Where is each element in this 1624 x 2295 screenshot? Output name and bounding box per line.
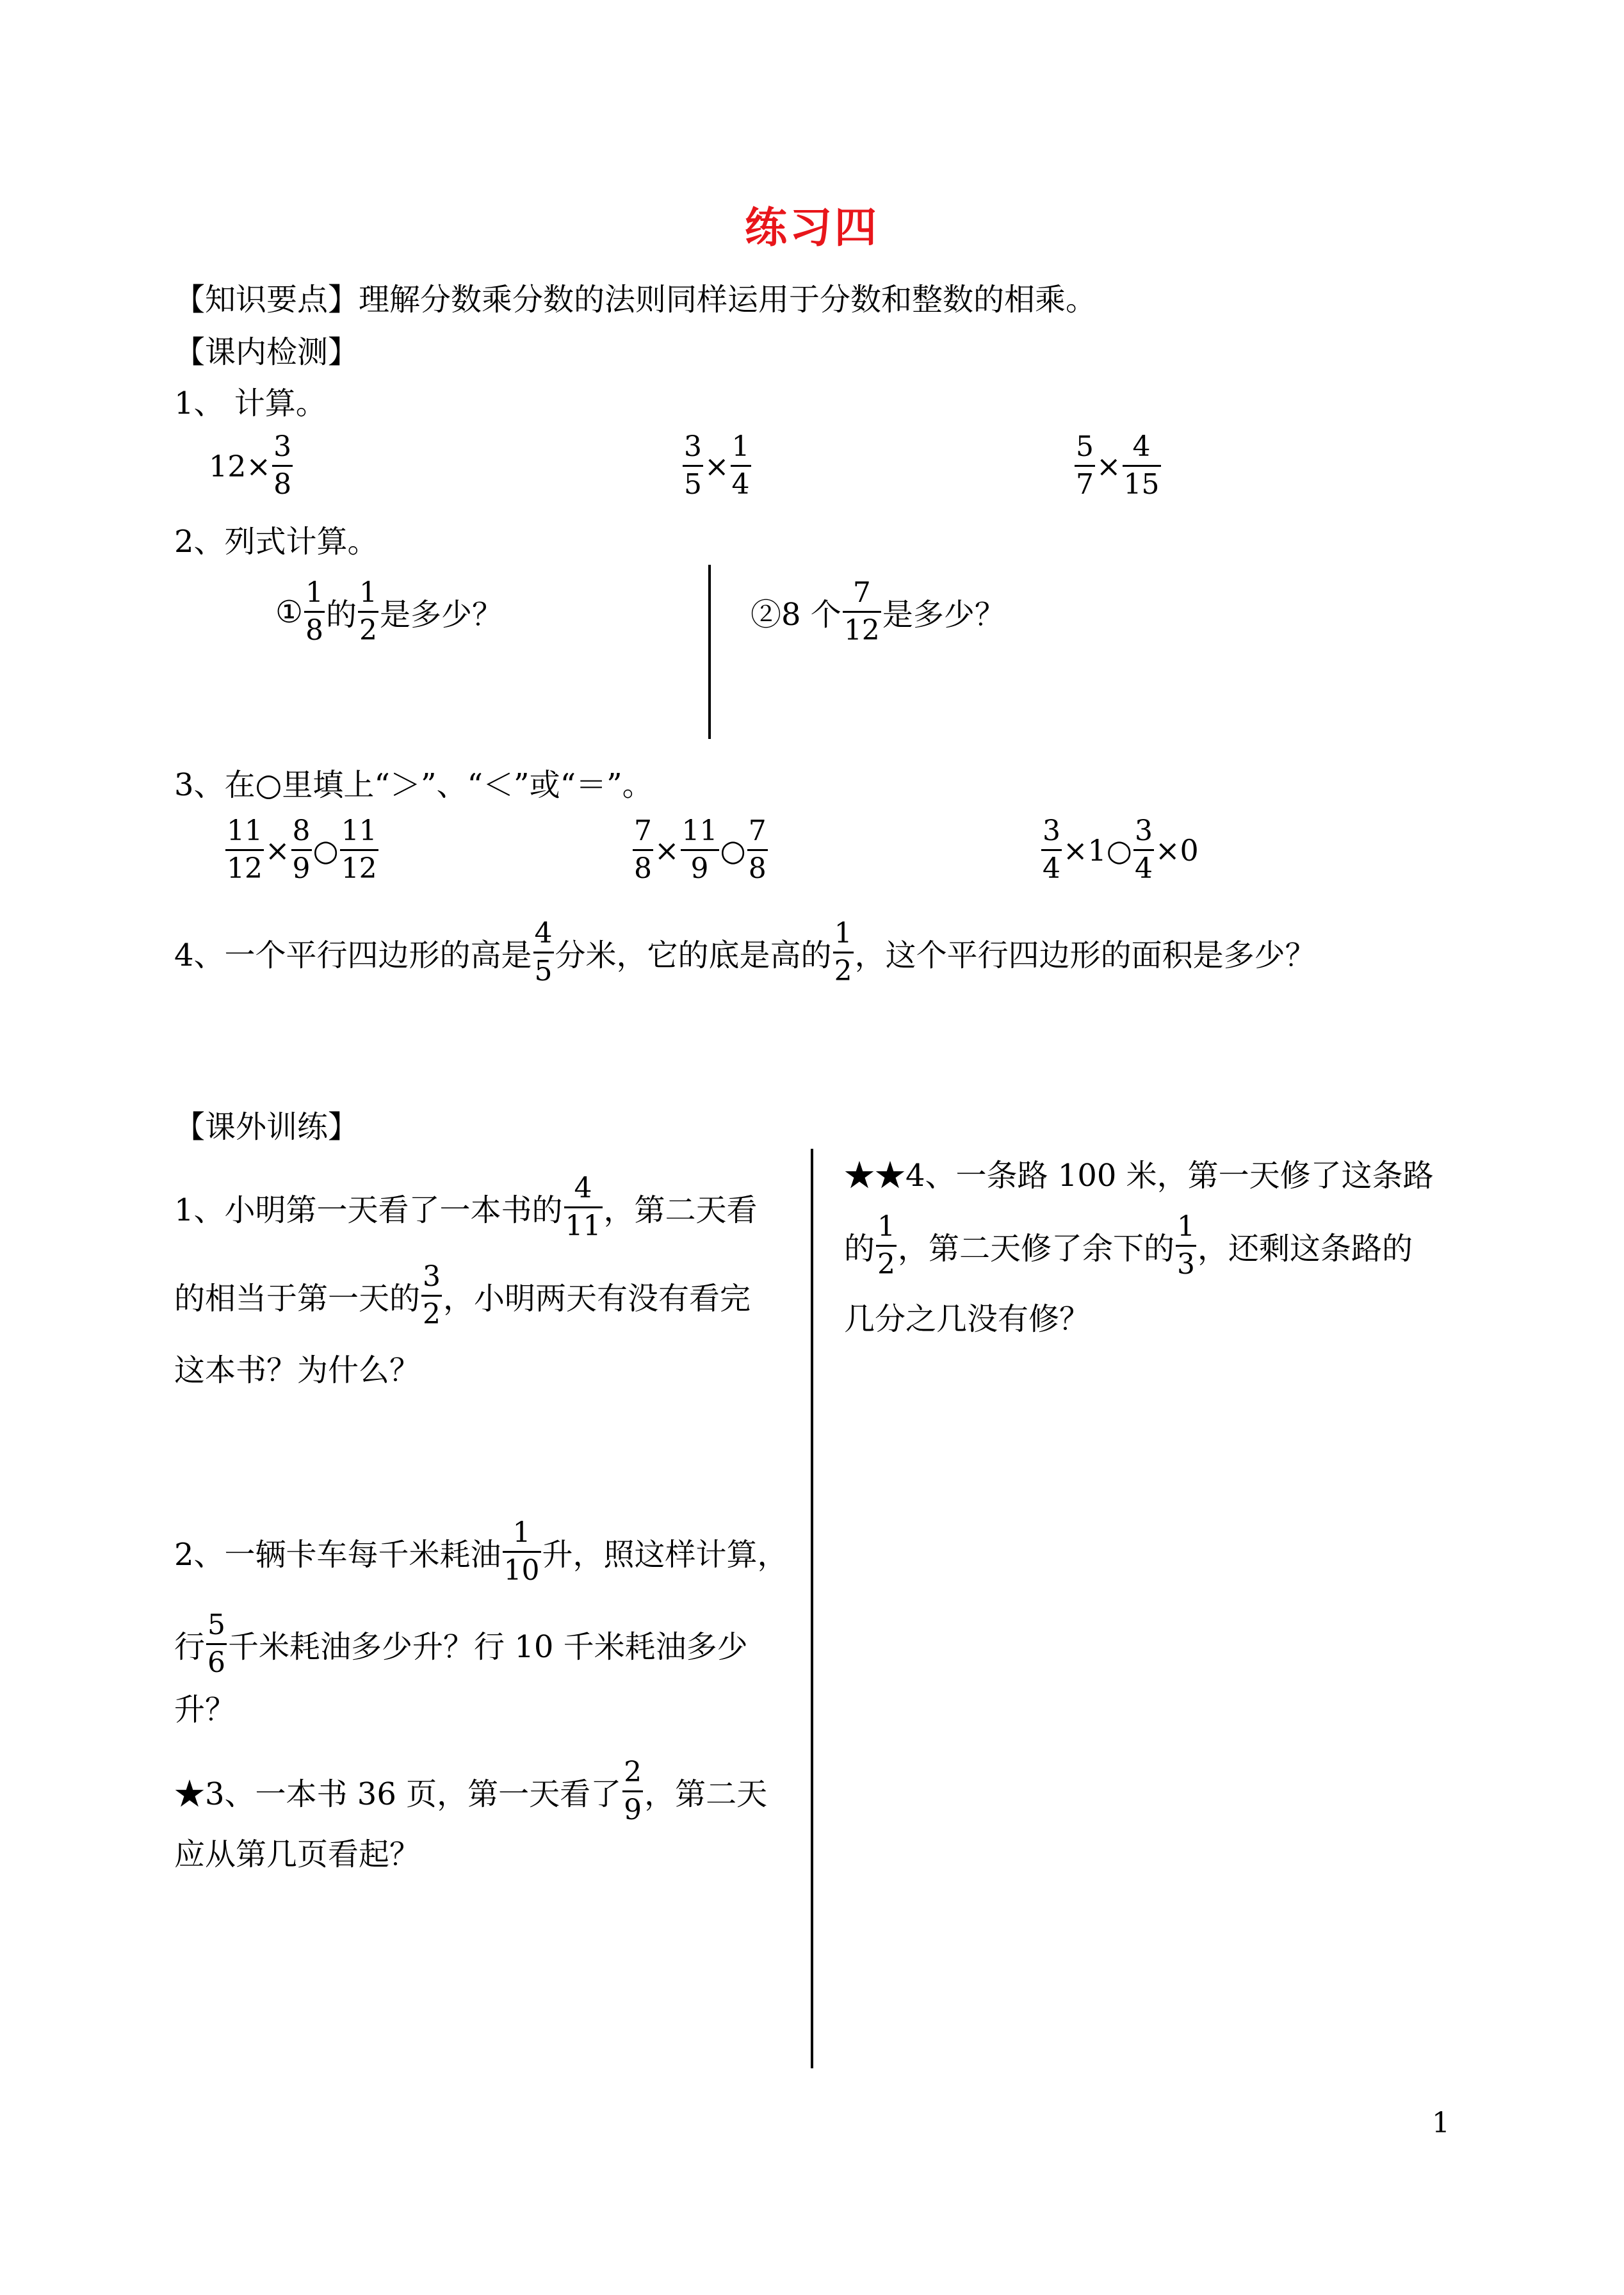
numerator: 11 <box>227 815 263 847</box>
fraction <box>206 1607 227 1681</box>
section-extra: 【课外训练】 <box>174 1109 359 1145</box>
denominator: 2 <box>834 955 852 987</box>
denominator: 8 <box>273 468 292 501</box>
q2a-fraction-2 <box>358 575 378 649</box>
text: ，第二天 <box>644 1776 768 1812</box>
numerator: 2 <box>624 1756 642 1788</box>
q1c-fraction-2 <box>1123 429 1161 503</box>
denominator: 12 <box>843 614 880 647</box>
denominator: 8 <box>634 852 652 885</box>
denominator: 11 <box>565 1210 601 1242</box>
numerator: 4 <box>574 1172 592 1204</box>
q2a-prefix: ① <box>275 594 304 630</box>
denominator: 10 <box>503 1554 540 1587</box>
q2-part-b <box>751 575 1005 649</box>
q1-label: 1、 计算。 <box>174 385 327 421</box>
numerator: 8 <box>292 815 311 847</box>
knowledge-point: 【知识要点】理解分数乘分数的法则同样运用于分数和整数的相乘。 <box>174 282 1097 318</box>
q3-expr-c <box>1040 813 1199 887</box>
q4-text-3: ，这个平行四边形的面积是多少？ <box>854 937 1316 973</box>
denominator: 9 <box>292 852 311 885</box>
numerator: 3 <box>423 1260 441 1293</box>
p3-line-1 <box>174 1755 767 1828</box>
q2b-fraction <box>843 575 881 649</box>
numerator: 1 <box>1177 1210 1196 1243</box>
fraction <box>564 1171 603 1244</box>
text: 行 <box>174 1629 206 1665</box>
numerator: 7 <box>634 815 652 847</box>
denominator: 9 <box>624 1794 642 1826</box>
p1-line-2 <box>174 1259 751 1333</box>
text: 升，照这样计算， <box>542 1537 788 1573</box>
p4-line-2 <box>844 1209 1413 1283</box>
q3-label: 3、在○里填上“＞”、“＜”或“＝”。 <box>174 767 653 803</box>
numerator: 4 <box>534 917 553 950</box>
q2a-suffix: 是多少？ <box>380 597 503 633</box>
q1-expr-b <box>681 429 752 503</box>
text: ，第二天看 <box>603 1192 758 1228</box>
fraction <box>225 813 264 887</box>
denominator: 2 <box>359 614 378 647</box>
denominator: 12 <box>341 852 377 885</box>
answer-circle[interactable]: ○ <box>313 832 339 868</box>
fraction <box>1041 813 1062 887</box>
q2-part-a <box>275 575 503 649</box>
numerator: 11 <box>341 815 377 847</box>
p1-line-1 <box>174 1171 758 1244</box>
text: ，小明两天有没有看完 <box>443 1281 751 1317</box>
denominator: 15 <box>1123 468 1160 501</box>
q2b-prefix: ②8 个 <box>751 597 841 633</box>
denominator: 6 <box>207 1646 226 1679</box>
text: 的 <box>844 1231 875 1267</box>
section-in-class: 【课内检测】 <box>174 334 359 370</box>
numerator: 5 <box>207 1609 226 1641</box>
q3-expr-a <box>224 813 380 887</box>
denominator: 8 <box>305 614 324 647</box>
text: 2、一辆卡车每千米耗油 <box>174 1537 501 1573</box>
q1-expr-c <box>1073 429 1162 503</box>
fraction <box>503 1515 541 1589</box>
q2a-fraction-1 <box>304 575 325 649</box>
q3-expr-b <box>631 813 769 887</box>
numerator: 4 <box>1132 430 1151 463</box>
q1b-fraction-1 <box>683 429 703 503</box>
fraction <box>533 916 554 989</box>
page-number: 1 <box>1432 2107 1450 2139</box>
p4-line-1: ★★4、一条路 100 米，第一天修了这条路 <box>844 1158 1434 1194</box>
numerator: 11 <box>681 815 718 847</box>
denominator: 3 <box>1177 1248 1196 1281</box>
p2-line-1 <box>174 1515 788 1589</box>
q1-expr-a <box>209 429 294 503</box>
text: ，还剩这条路的 <box>1198 1231 1413 1267</box>
denominator: 5 <box>684 468 702 501</box>
text: ★3、一本书 36 页，第一天看了 <box>174 1776 622 1812</box>
numerator: 7 <box>852 576 871 609</box>
fraction <box>1133 813 1154 887</box>
numerator: 1 <box>731 430 750 463</box>
denominator: 5 <box>534 955 553 987</box>
q1a-whole: 12 <box>209 448 247 483</box>
p1-line-3: 这本书？为什么？ <box>174 1352 421 1388</box>
q1c-op: × <box>1096 448 1121 483</box>
fraction <box>747 813 768 887</box>
numerator: 1 <box>877 1210 896 1243</box>
text: 1、小明第一天看了一本书的 <box>174 1192 563 1228</box>
text: 的相当于第一天的 <box>174 1281 421 1317</box>
denominator: 8 <box>748 852 767 885</box>
column-divider <box>811 1149 813 2068</box>
q3b-op: × <box>654 832 679 868</box>
q2-label: 2、列式计算。 <box>174 524 378 560</box>
fraction <box>633 813 653 887</box>
q1a-fraction <box>272 429 293 503</box>
q3c-mid: ×1○ <box>1063 832 1132 868</box>
fraction <box>876 1209 897 1283</box>
numerator: 1 <box>834 917 852 950</box>
numerator: 5 <box>1076 430 1094 463</box>
text: ，第二天修了余下的 <box>898 1231 1175 1267</box>
q1a-op: × <box>246 448 272 483</box>
numerator: 1 <box>305 576 324 609</box>
denominator: 12 <box>227 852 263 885</box>
numerator: 3 <box>1134 815 1153 847</box>
q2b-suffix: 是多少？ <box>882 597 1005 633</box>
denominator: 2 <box>877 1248 896 1281</box>
q3a-op: × <box>265 832 290 868</box>
denominator: 4 <box>1043 852 1060 885</box>
q4 <box>174 916 1316 989</box>
numerator: 3 <box>1043 815 1060 847</box>
numerator: 1 <box>359 576 378 609</box>
denominator: 4 <box>1134 852 1153 885</box>
denominator: 9 <box>690 852 709 885</box>
q2a-mid: 的 <box>326 597 357 633</box>
denominator: 2 <box>423 1298 441 1331</box>
denominator: 7 <box>1076 468 1094 501</box>
page-title: 练习四 <box>745 202 879 252</box>
fraction <box>681 813 719 887</box>
q4-text-1: 4、一个平行四边形的高是 <box>174 937 532 973</box>
p2-line-3: 升？ <box>174 1692 236 1728</box>
q4-text-2: 分米，它的底是高的 <box>555 937 832 973</box>
numerator: 1 <box>512 1516 531 1549</box>
text: 千米耗油多少升？行 10 千米耗油多少 <box>228 1629 748 1665</box>
fraction <box>421 1259 442 1333</box>
q3c-tail: ×0 <box>1155 832 1199 868</box>
q1b-fraction-2 <box>731 429 751 503</box>
p2-line-2 <box>174 1607 748 1681</box>
fraction <box>622 1755 643 1828</box>
numerator: 7 <box>748 815 767 847</box>
answer-circle[interactable]: ○ <box>720 832 746 868</box>
p4-line-3: 几分之几没有修？ <box>844 1301 1091 1337</box>
denominator: 4 <box>731 468 750 501</box>
fraction <box>340 813 378 887</box>
fraction <box>1176 1209 1196 1283</box>
fraction <box>291 813 312 887</box>
q2-divider <box>708 565 711 739</box>
numerator: 3 <box>684 430 702 463</box>
numerator: 3 <box>273 430 292 463</box>
fraction <box>833 916 854 989</box>
q1b-op: × <box>704 448 729 483</box>
q1c-fraction-1 <box>1075 429 1095 503</box>
p3-line-2: 应从第几页看起？ <box>174 1837 421 1872</box>
